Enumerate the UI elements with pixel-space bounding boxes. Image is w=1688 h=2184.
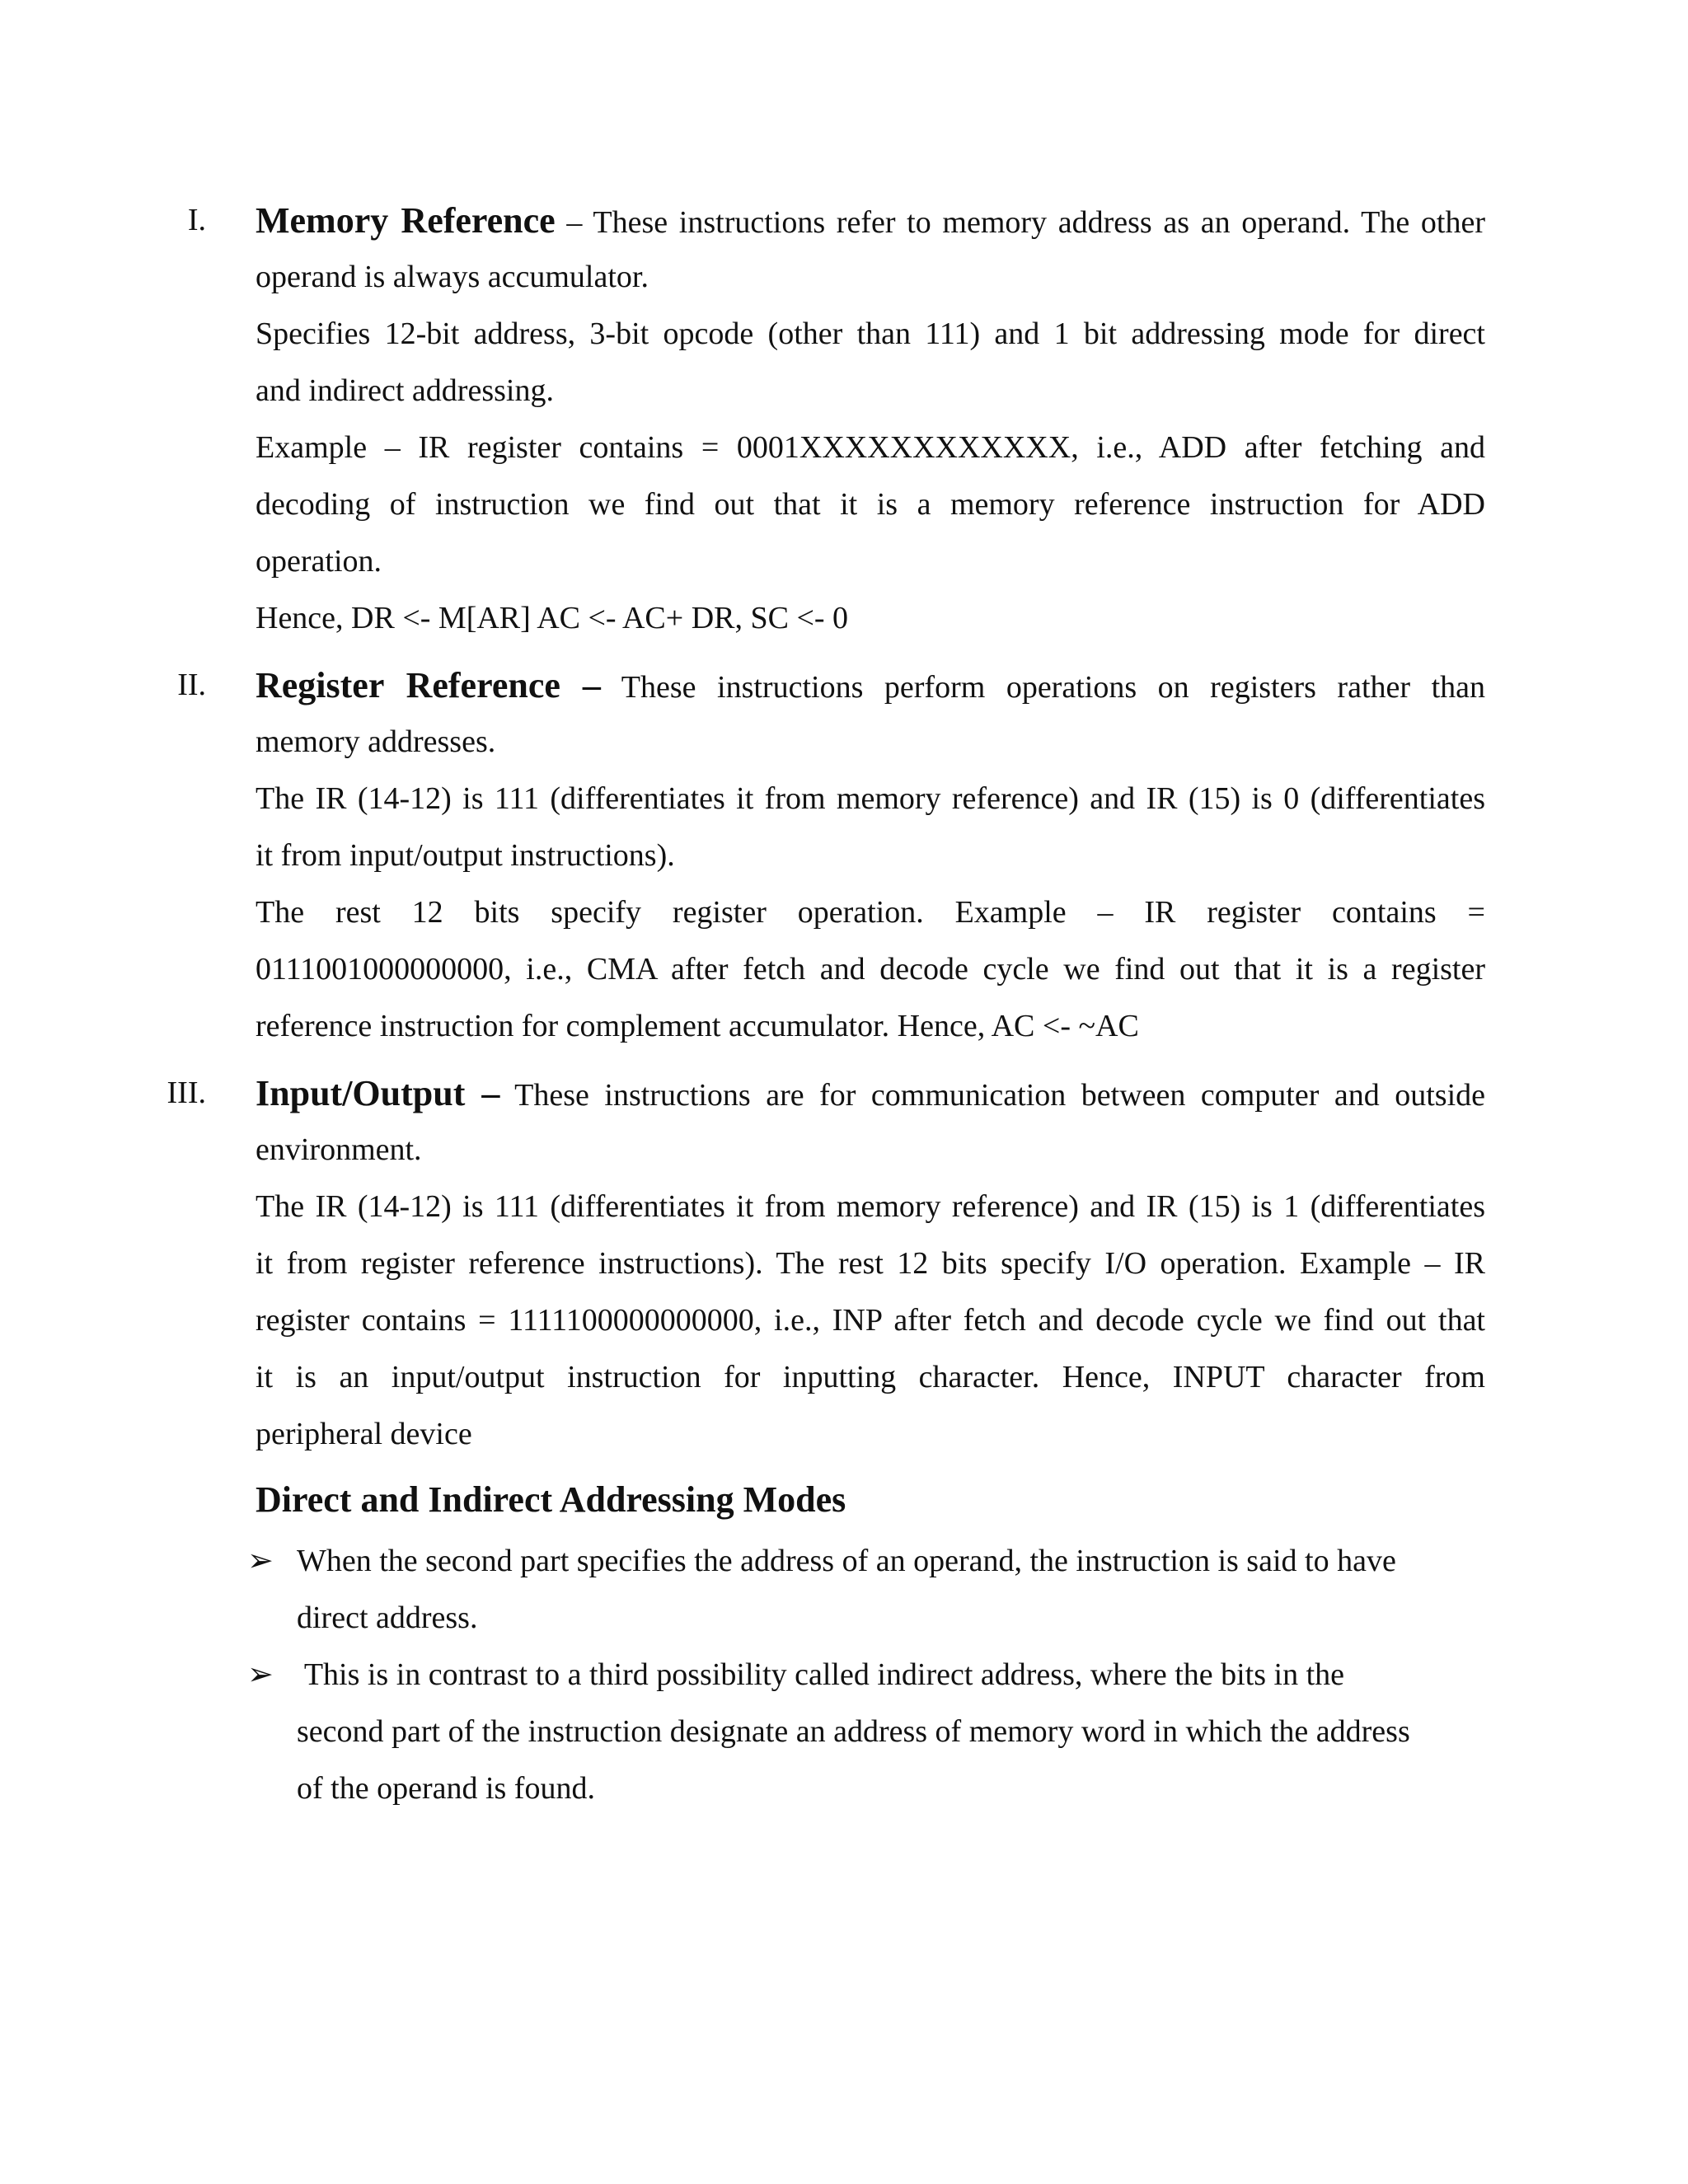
text-line: operation.: [256, 544, 382, 579]
text-line: of the operand is found.: [297, 1771, 595, 1806]
text-line: 0111001000000000, i.e., CMA after fetch and decode cycle we find out that it is a register: [256, 952, 1485, 987]
bullet-list: [247, 1533, 1484, 1817]
section-register-reference: [177, 657, 1485, 1055]
section-first-line: [256, 192, 1485, 249]
bullet-item: [247, 1533, 1484, 1647]
text-line: environment.: [256, 1132, 422, 1167]
section-heading: Direct and Indirect Addressing Modes: [256, 1479, 846, 1520]
section-memory-reference: [187, 192, 1485, 647]
text-line: decoding of instruction we find out that it is a memory reference instruction for ADD: [256, 487, 1485, 522]
text-line: direct address.: [297, 1601, 478, 1635]
text-line: memory addresses.: [256, 724, 496, 759]
section-first-line-text: These instructions are for communication between computer and outside: [499, 1078, 1485, 1113]
bullet-item: [247, 1647, 1484, 1817]
section-first-line-text: – These instructions refer to memory address as an operand. The other: [555, 205, 1485, 240]
text-line: it is an input/output instruction for inputting character. Hence, INPUT character from: [256, 1360, 1485, 1394]
arrow-bullet-icon: ➢: [247, 1657, 274, 1692]
section-input-output: [166, 1065, 1485, 1463]
text-line: it from register reference instructions). The rest 12 bits specify I/O operation. Example – IR: [256, 1246, 1485, 1281]
text-line: Hence, DR <- M[AR] AC <- AC+ DR, SC <- 0: [256, 601, 849, 635]
section-term: Memory Reference: [256, 200, 556, 241]
text-line: When the second part specifies the address of an operand, the instruction is said to have: [297, 1544, 1396, 1578]
arrow-bullet-icon: ➢: [247, 1544, 274, 1578]
text-line: The rest 12 bits specify register operation. Example – IR register contains =: [256, 895, 1485, 930]
text-line: register contains = 1111100000000000, i.e., INP after fetch and decode cycle we find out that: [256, 1303, 1485, 1338]
text-line: it from input/output instructions).: [256, 838, 675, 873]
section-numeral: II.: [177, 668, 206, 702]
text-line: second part of the instruction designate an address of memory word in which the address: [297, 1714, 1410, 1749]
section-numeral: III.: [166, 1076, 206, 1110]
text-line: Specifies 12-bit address, 3-bit opcode (other than 111) and 1 bit addressing mode for direct: [256, 316, 1485, 351]
section-first-line-text: These instructions perform operations on registers rather than: [600, 670, 1485, 705]
section-numeral: I.: [187, 203, 206, 237]
text-line: Example – IR register contains = 0001XXXXXXXXXXXX, i.e., ADD after fetching and: [256, 430, 1485, 465]
text-line: The IR (14-12) is 111 (differentiates it from memory reference) and IR (15) is 1 (differentiates: [256, 1189, 1485, 1224]
text-line: reference instruction for complement accumulator. Hence, AC <- ~AC: [256, 1009, 1139, 1043]
text-line: operand is always accumulator.: [256, 260, 649, 294]
section-term: Input/Output –: [256, 1073, 500, 1113]
text-line: and indirect addressing.: [256, 373, 554, 408]
section-term: Register Reference –: [256, 665, 601, 705]
text-line: The IR (14-12) is 111 (differentiates it from memory reference) and IR (15) is 0 (differentiates: [256, 781, 1485, 816]
text-line: peripheral device: [256, 1417, 472, 1451]
section-first-line: [256, 657, 1485, 714]
text-line: This is in contrast to a third possibility called indirect address, where the bits in the: [297, 1657, 1344, 1692]
section-first-line: [256, 1065, 1485, 1122]
